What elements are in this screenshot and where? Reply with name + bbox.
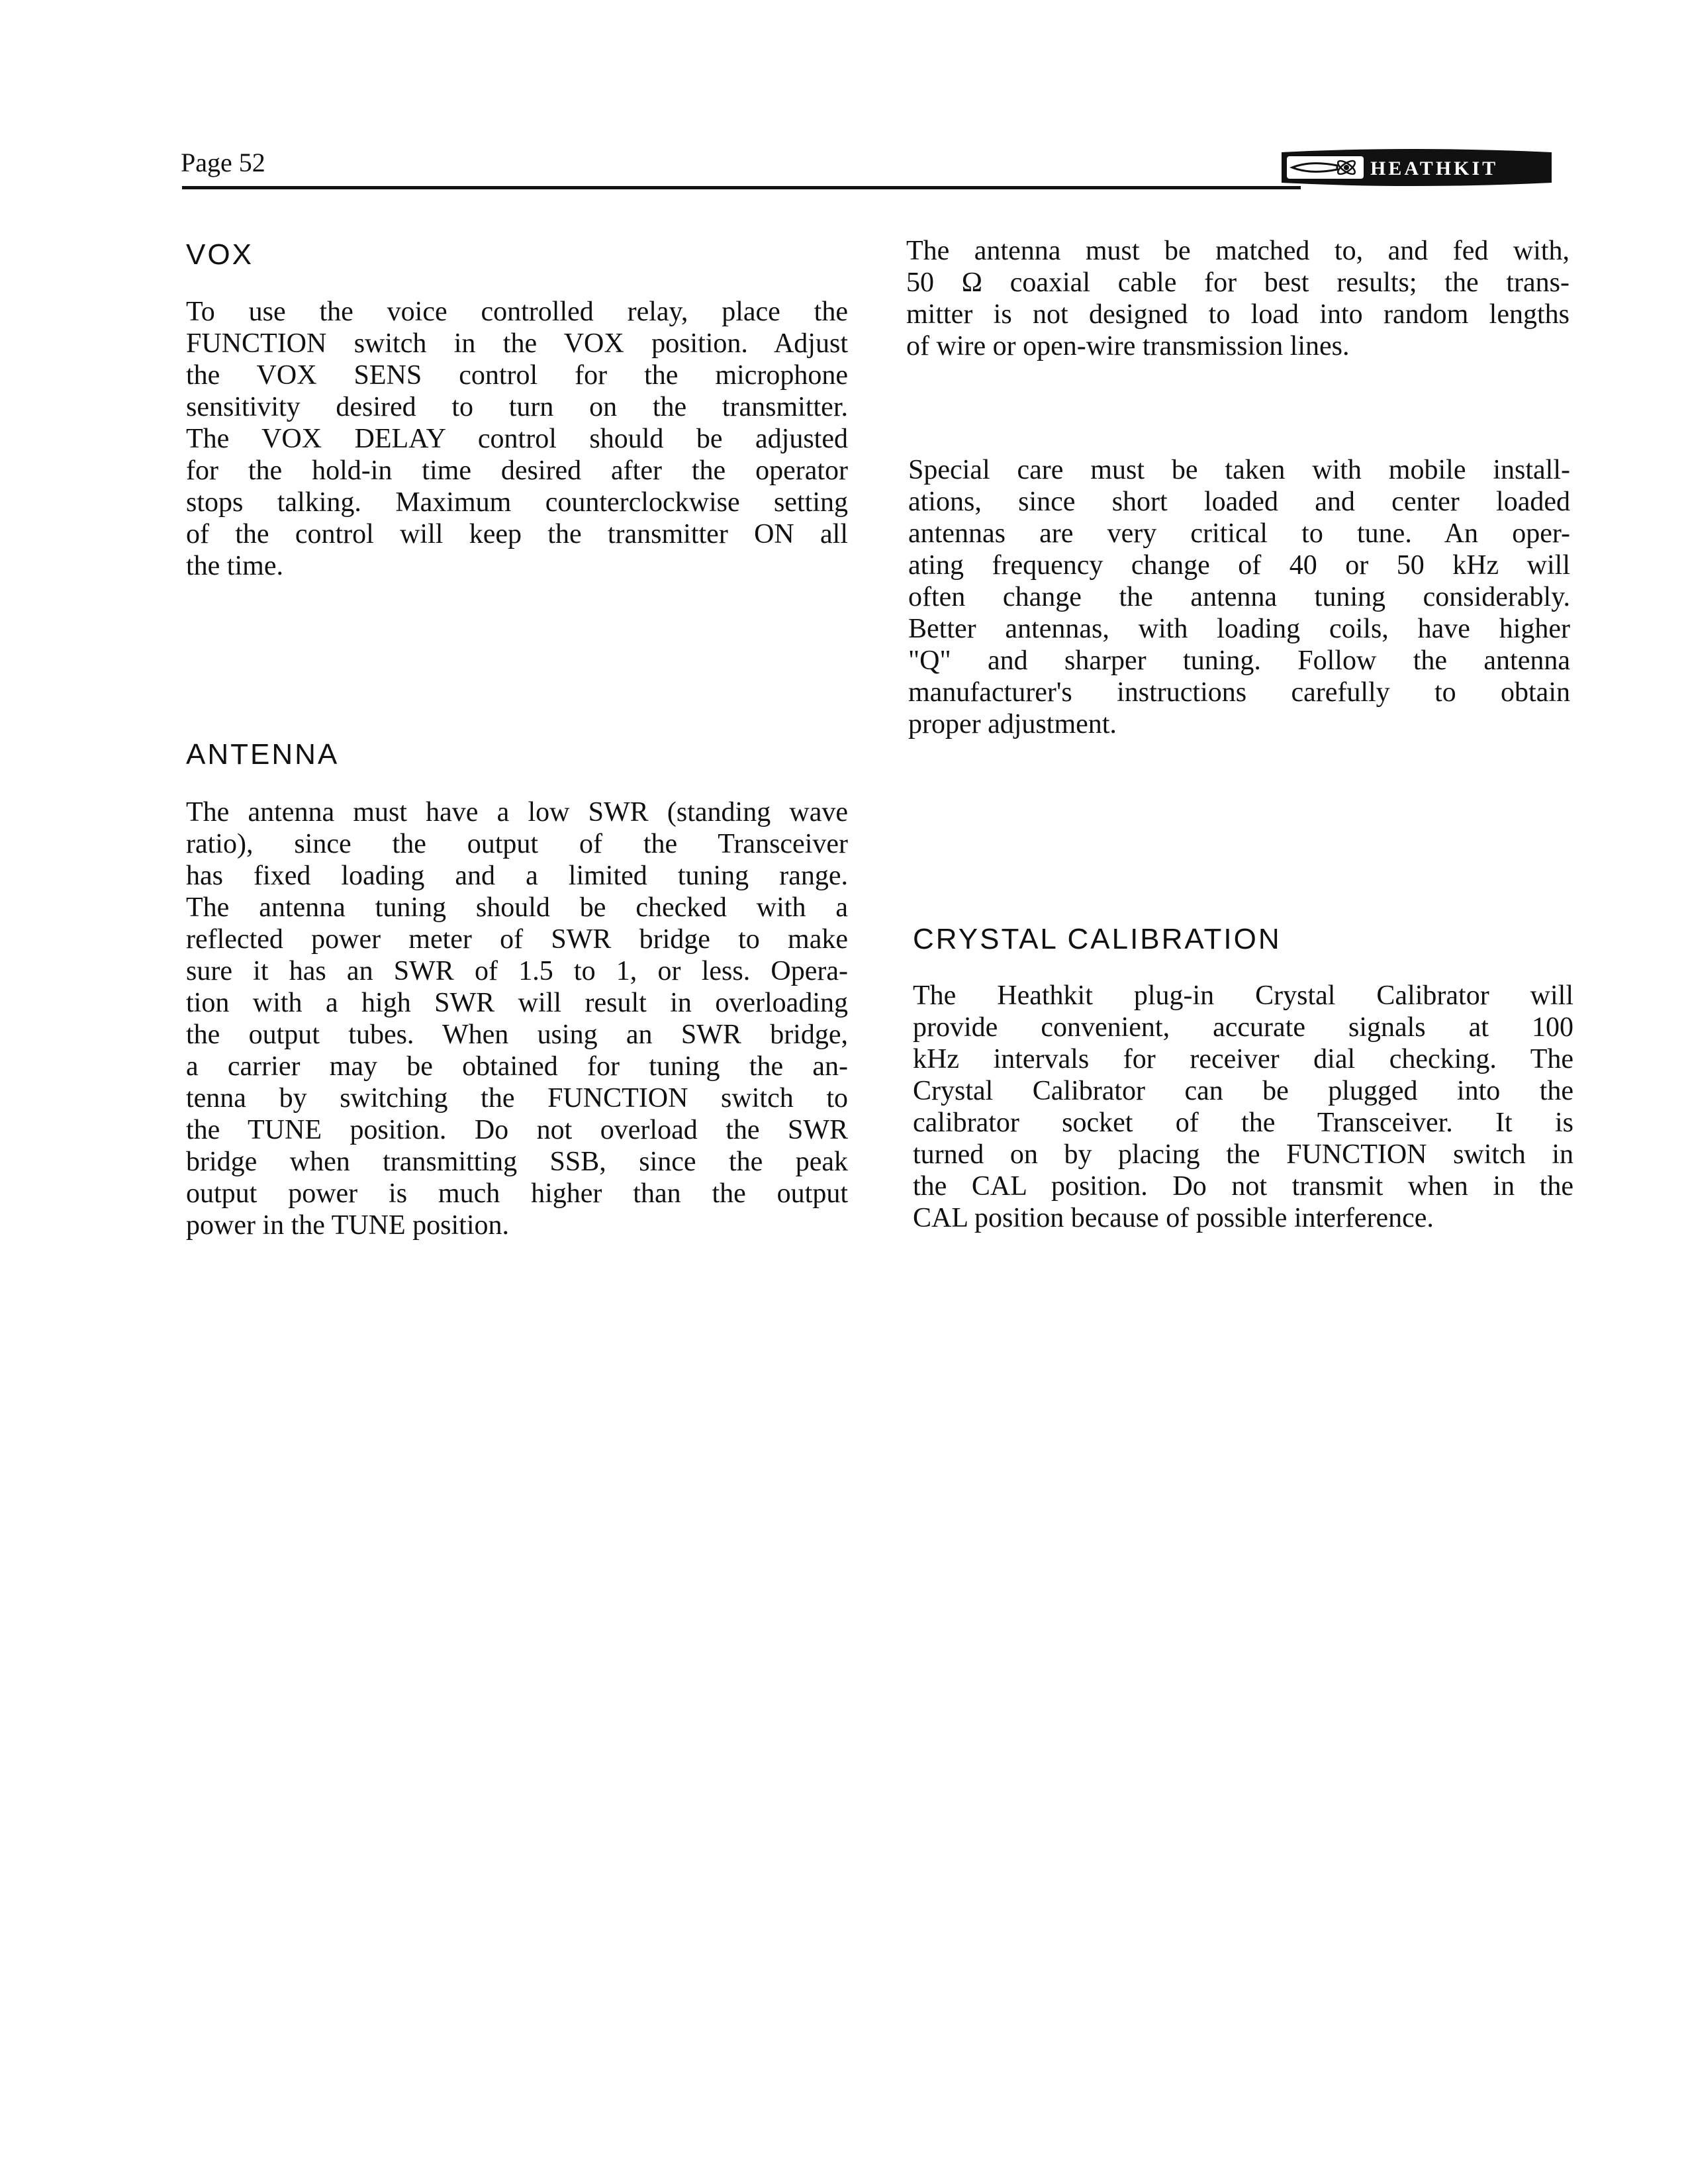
text-line: of wire or open-wire transmission lines. [906, 331, 1350, 361]
text-line: the TUNE position. Do not overload the SWR [186, 1115, 848, 1145]
text-line: 50 Ω coaxial cable for best results; the trans- [906, 267, 1570, 298]
text-line: provide convenient, accurate signals at 100 [913, 1012, 1573, 1043]
text-line: the time. [186, 551, 283, 581]
text-line: Special care must be taken with mobile install- [908, 455, 1570, 485]
text-line: FUNCTION switch in the VOX position. Adjust [186, 328, 848, 359]
text-line: "Q" and sharper tuning. Follow the antenna [908, 645, 1570, 676]
text-line: for the hold-in time desired after the operator [186, 455, 848, 486]
heading-crystal-calibration: CRYSTAL CALIBRATION [913, 923, 1282, 955]
text-line: sensitivity desired to turn on the transmitter. [186, 392, 848, 422]
svg-text:HEATHKIT: HEATHKIT [1370, 158, 1499, 179]
text-line: turned on by placing the FUNCTION switch in [913, 1139, 1573, 1170]
text-line: tenna by switching the FUNCTION switch to [186, 1083, 848, 1114]
heathkit-logo [1278, 147, 1556, 188]
text-line: has fixed loading and a limited tuning range. [186, 861, 848, 891]
text-line: often change the antenna tuning considerably. [908, 582, 1570, 612]
text-line: mitter is not designed to load into random lengths [906, 299, 1570, 330]
paragraph-antenna-match [906, 235, 1570, 362]
paragraph-crystal-calibration [913, 980, 1573, 1234]
text-line: the output tubes. When using an SWR bridge, [186, 1020, 848, 1050]
page-number: Page 52 [181, 148, 265, 177]
text-line: The Heathkit plug-in Crystal Calibrator will [913, 980, 1573, 1011]
text-line: ating frequency change of 40 or 50 kHz will [908, 550, 1570, 581]
text-line: output power is much higher than the output [186, 1178, 848, 1209]
text-line: stops talking. Maximum counterclockwise setting [186, 487, 848, 518]
text-line: reflected power meter of SWR bridge to make [186, 924, 848, 955]
text-line: Crystal Calibrator can be plugged into the [913, 1076, 1573, 1106]
text-line: CAL position because of possible interference. [913, 1203, 1434, 1233]
text-line: calibrator socket of the Transceiver. It is [913, 1108, 1573, 1138]
heading-antenna: ANTENNA [186, 738, 340, 771]
heathkit-logo-icon [1278, 147, 1556, 188]
text-line: kHz intervals for receiver dial checking. The [913, 1044, 1573, 1074]
paragraph-vox [186, 296, 848, 582]
text-line: The antenna tuning should be checked with a [186, 892, 848, 923]
paragraph-antenna [186, 796, 848, 1241]
text-line: of the control will keep the transmitter ON all [186, 519, 848, 549]
text-line: power in the TUNE position. [186, 1210, 510, 1241]
text-line: bridge when transmitting SSB, since the peak [186, 1147, 848, 1177]
text-line: Better antennas, with loading coils, have higher [908, 614, 1570, 644]
heading-vox: VOX [186, 238, 254, 271]
text-line: antennas are very critical to tune. An oper- [908, 518, 1570, 549]
text-line: ations, since short loaded and center loaded [908, 487, 1570, 517]
text-line: proper adjustment. [908, 709, 1117, 739]
paragraph-mobile [908, 454, 1570, 740]
text-line: sure it has an SWR of 1.5 to 1, or less. Opera- [186, 956, 848, 986]
text-line: a carrier may be obtained for tuning the an- [186, 1051, 848, 1082]
text-line: tion with a high SWR will result in overloading [186, 988, 848, 1018]
text-line: To use the voice controlled relay, place the [186, 297, 848, 327]
text-line: the CAL position. Do not transmit when in the [913, 1171, 1573, 1202]
text-line: ratio), since the output of the Transceiver [186, 829, 848, 859]
text-line: manufacturer's instructions carefully to obtain [908, 677, 1570, 708]
text-line: the VOX SENS control for the microphone [186, 360, 848, 391]
text-line: The antenna must be matched to, and fed with, [906, 236, 1570, 266]
text-line: The antenna must have a low SWR (standing wave [186, 797, 848, 828]
text-line: The VOX DELAY control should be adjusted [186, 424, 848, 454]
header-rule [182, 186, 1301, 189]
